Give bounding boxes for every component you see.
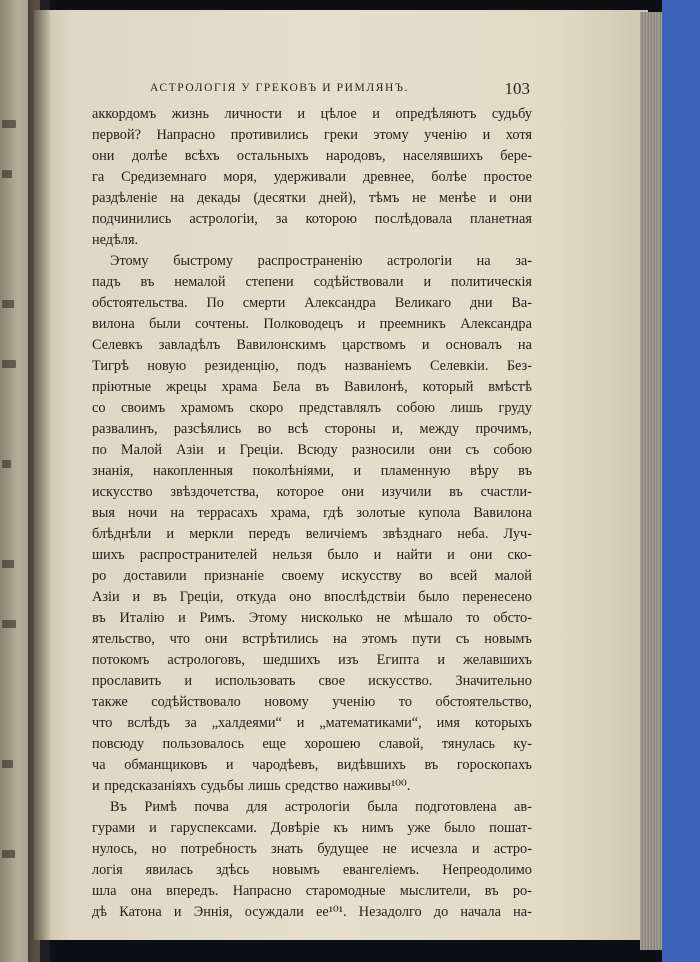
- text-line: падъ въ немалой степени содѣйствовали и политическія: [92, 274, 532, 290]
- text-line: что вслѣдъ за „халдеями“ и „математиками“, имя которыхъ: [92, 715, 532, 731]
- text-line: развалинъ, разсѣялись во всѣ стороны и, между прочимъ,: [92, 421, 532, 437]
- running-title: АСТРОЛОГІЯ У ГРЕКОВЪ И РИМЛЯНЪ.: [150, 82, 410, 94]
- text-line: искусство звѣздочетства, которое они изучили въ счастли-: [92, 484, 532, 500]
- body-text: [92, 104, 532, 923]
- text-line: аккордомъ жизнь личности и цѣлое и опредѣляютъ судьбу: [92, 106, 532, 122]
- text-line: они долѣе всѣхъ остальныхъ народовъ, населявшихъ бере-: [92, 148, 532, 164]
- text-line: ча обманщиковъ и чародѣевъ, видѣвшихъ въ гороскопахъ: [92, 757, 532, 773]
- text-line: первой? Напрасно противились греки этому ученію и хотя: [92, 127, 532, 143]
- text-line: въ Италію и Римъ. Этому нисколько не мѣшало то обсто-: [92, 610, 532, 626]
- text-line: гурами и гаруспексами. Довѣріе къ нимъ уже было пошат-: [92, 820, 532, 836]
- text-line: Этому быстрому распространенію астрологіи на за-: [110, 253, 532, 269]
- text-line: дѣ Катона и Эннія, осуждали ее¹⁰¹. Незадолго до начала на-: [92, 904, 532, 920]
- left-page-text-fragment: [2, 300, 14, 308]
- text-line: шихъ распространителей нельзя было и найти и они ско-: [92, 547, 532, 563]
- text-line: Въ Римѣ почва для астрологіи была подготовлена ав-: [110, 799, 532, 815]
- book-cover-edge: [662, 0, 700, 962]
- text-line: потокомъ астрологовъ, шедшихъ изъ Египта и желавшихъ: [92, 652, 532, 668]
- left-page-text-fragment: [2, 850, 15, 858]
- text-line: прославить и использовать свое искусство. Значительно: [92, 673, 532, 689]
- page-stack-edge: [640, 12, 664, 950]
- left-page-text-fragment: [2, 760, 13, 768]
- left-page-text-fragment: [2, 360, 16, 368]
- text-line: выя ночи на террасахъ храма, гдѣ золотые купола Вавилона: [92, 505, 532, 521]
- text-line: Тигрѣ новую резиденцію, подъ названіемъ Селевкіи. Без-: [92, 358, 532, 374]
- text-line: Селевкъ завладѣлъ Вавилонскимъ царствомъ и основалъ на: [92, 337, 532, 353]
- page-header: [150, 79, 530, 101]
- text-line: обстоятельства. По смерти Александра Великаго дни Ва-: [92, 295, 532, 311]
- text-line: знанія, накопленныя поколѣніями, и пламенную вѣру въ: [92, 463, 532, 479]
- text-line: подчинились астрологіи, за которою послѣдовала планетная: [92, 211, 532, 227]
- left-page-text-fragment: [2, 460, 11, 468]
- text-line: шла она впередъ. Напрасно старомодные мыслители, въ ро-: [92, 883, 532, 899]
- left-page-text-fragment: [2, 170, 12, 178]
- left-page-text-fragment: [2, 120, 16, 128]
- text-line: со своимъ храмомъ скоро представлялъ собою лишь груду: [92, 400, 532, 416]
- left-page-text-fragment: [2, 560, 14, 568]
- text-line: блѣднѣли и меркли передъ величіемъ звѣзднаго неба. Луч-: [92, 526, 532, 542]
- page-number: 103: [504, 79, 530, 98]
- text-line: повсюду пользовалось еще хорошею славой, тянулась ку-: [92, 736, 532, 752]
- text-line: нулось, но потребность знать будущее не исчезла и астро-: [92, 841, 532, 857]
- text-line: пріютные жрецы храма Бела въ Вавилонѣ, который вмѣстѣ: [92, 379, 532, 395]
- text-line: га Средиземнаго моря, удерживали древнее, болѣе простое: [92, 169, 532, 185]
- text-line: ятельство, что они встрѣтились на этомъ пути съ новымъ: [92, 631, 532, 647]
- text-line: Азіи и въ Греціи, откуда оно впослѣдствіи было перенесено: [92, 589, 532, 605]
- text-line: раздѣленіе на декады (десятки дней), тѣмъ не менѣе и они: [92, 190, 532, 206]
- text-line: ро доставили признаніе своему искусству во всей малой: [92, 568, 532, 584]
- text-line: по Малой Азіи и Греціи. Всюду разносили они съ собою: [92, 442, 532, 458]
- left-page-text-fragment: [2, 620, 16, 628]
- text-line: и предсказаніяхъ судьбы лишь средство наживы¹⁰⁰.: [92, 778, 411, 794]
- text-line: также содѣйствовало новому ученію то обстоятельство,: [92, 694, 532, 710]
- book-gutter-shadow: [28, 0, 50, 962]
- text-line: логія явилась здѣсь новымъ евангеліемъ. Непреодолимо: [92, 862, 532, 878]
- text-line: недѣля.: [92, 232, 139, 248]
- text-line: вилона были сочтены. Полководецъ и преемникъ Александра: [92, 316, 532, 332]
